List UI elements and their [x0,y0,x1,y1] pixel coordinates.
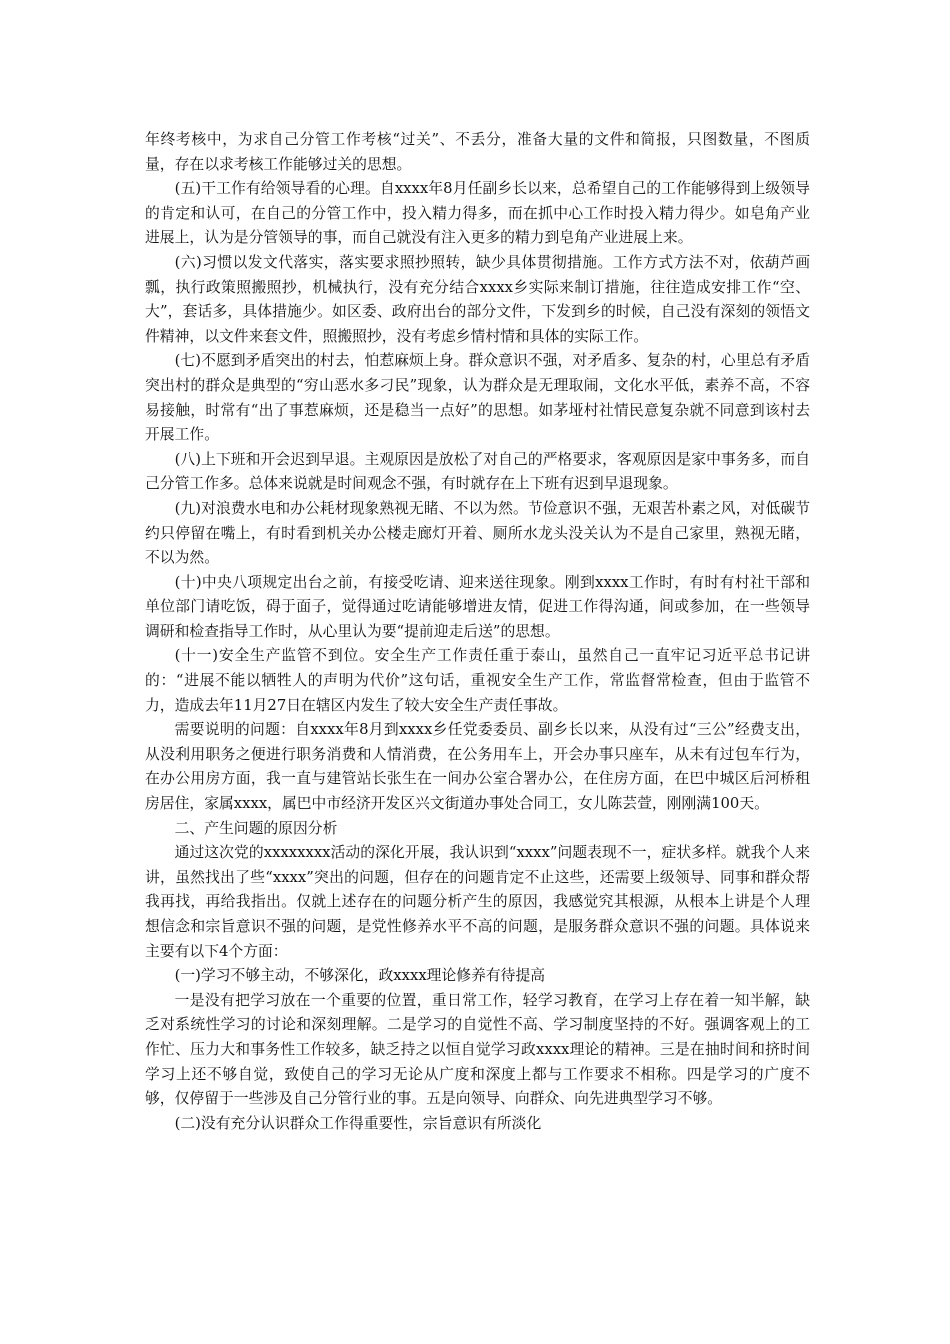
paragraph-cause-1-detail: 一是没有把学习放在一个重要的位置，重日常工作，轻学习教育，在学习上存在着一知半解，缺乏对系统性学习的讨论和深刻理解。二是学习的自觉性不高、学习制度坚持的不好。强调客观上的工作忙、压力大和事务性工作较多，缺乏持之以恒自觉学习政xxxx理论的精神。三是在抽时间和挤时间学习上还不够自觉，致使自己的学习无论从广度和深度上都与工作要求不相称。四是学习的广度不够，仅停留于一些涉及自己分管行业的事。五是向领导、向群众、向先进典型学习不够。 [145,991,810,1108]
paragraph-item-9: (九)对浪费水电和办公耗材现象熟视无睹、不以为然。节俭意识不强，无艰苦朴素之风，对低碳节约只停留在嘴上，有时看到机关办公楼走廊灯开着、厕所水龙头没关认为不是自己家里，熟视无睹，不以为然。 [145,499,810,567]
paragraph-continuation: 年终考核中，为求自己分管工作考核“过关”、不丢分，准备大量的文件和简报，只图数量，不图质量，存在以求考核工作能够过关的思想。 [145,131,810,173]
paragraph-explanation: 需要说明的问题：自xxxx年8月到xxxx乡任党委委员、副乡长以来，从没有过“三公”经费支出，从没利用职务之便进行职务消费和人情消费，在公务用车上，开会办事只座车，从未有过包车行为，在办公用房方面，我一直与建管站长张生在一间办公室合署办公，在住房方面，在巴中城区后河桥租房居住，家属xxxx，属巴中市经济开发区兴文街道办事处合同工，女儿陈芸萱，刚刚满100天。 [145,721,810,813]
paragraph-item-7: (七)不愿到矛盾突出的村去，怕惹麻烦上身。群众意识不强，对矛盾多、复杂的村，心里总有矛盾突出村的群众是典型的“穷山恶水多刁民”现象，认为群众是无理取闹，文化水平低，素养不高，不容易接触，时常有“出了事惹麻烦，还是稳当一点好”的思想。如茅垭村社情民意复杂就不同意到该村去开展工作。 [145,352,810,444]
document-page [145,128,810,1136]
paragraph-item-8: (八)上下班和开会迟到早退。主观原因是放松了对自己的严格要求，客观原因是家中事务多，而自己分管工作多。总体来说就是时间观念不强，有时就存在上下班有迟到早退现象。 [145,450,810,493]
paragraph-item-11: (十一)安全生产监管不到位。安全生产工作责任重于泰山，虽然自己一直牢记习近平总书记讲的：“进展不能以牺牲人的声明为代价”这句话，重视安全生产工作，常监督常检查，但由于监管不力，造成去年11月27日在辖区内发生了较大安全生产责任事故。 [145,647,810,714]
subheading-cause-1: (一)学习不够主动，不够深化，政xxxx理论修养有待提高 [174,967,546,985]
paragraph-cause-intro: 通过这次党的xxxxxxxx活动的深化开展，我认识到“xxxx”问题表现不一，症状多样。就我个人来讲，虽然找出了些“xxxx”突出的问题，但存在的问题肯定不止这些，还需要上级领导、同事和群众帮我再找，再给我指出。仅就上述存在的问题分析产生的原因，我感觉究其根源，从根本上讲是个人理想信念和宗旨意识不强的问题，是党性修养水平不高的问题，是服务群众意识不强的问题。具体说来主要有以下4个方面： [145,844,810,960]
paragraph-item-5: (五)干工作有给领导看的心理。自xxxx年8月任副乡长以来，总希望自己的工作能够得到上级领导的肯定和认可，在自己的分管工作中，投入精力得多，而在抓中心工作时投入精力得少。如皂角产业进展上，认为是分管领导的事，而自己就没有注入更多的精力到皂角产业进展上来。 [145,180,810,247]
paragraph-item-6: (六)习惯以发文代落实，落实要求照抄照转，缺少具体贯彻措施。工作方式方法不对，依葫芦画瓢，执行政策照搬照抄，机械执行，没有充分结合xxxx乡实际来制订措施，往往造成安排工作“空、大”，套话多，具体措施少。如区委、政府出台的部分文件，下发到乡的时候，自己没有深刻的领悟文件精神，以文件来套文件，照搬照抄，没有考虑乡情村情和具体的实际工作。 [145,253,810,345]
paragraph-item-10: (十)中央八项规定出台之前，有接受吃请、迎来送往现象。刚到xxxx工作时，有时有村社干部和单位部门请吃饭，碍于面子，觉得通过吃请能够增进友情，促进工作得沟通，间或参加，在一些领导调研和检查指导工作时，从心里认为要“提前迎走后送”的思想。 [145,573,810,640]
section-heading-cause-analysis: 二、产生问题的原因分析 [174,819,338,837]
subheading-cause-2: (二)没有充分认识群众工作得重要性，宗旨意识有所淡化 [174,1114,542,1132]
